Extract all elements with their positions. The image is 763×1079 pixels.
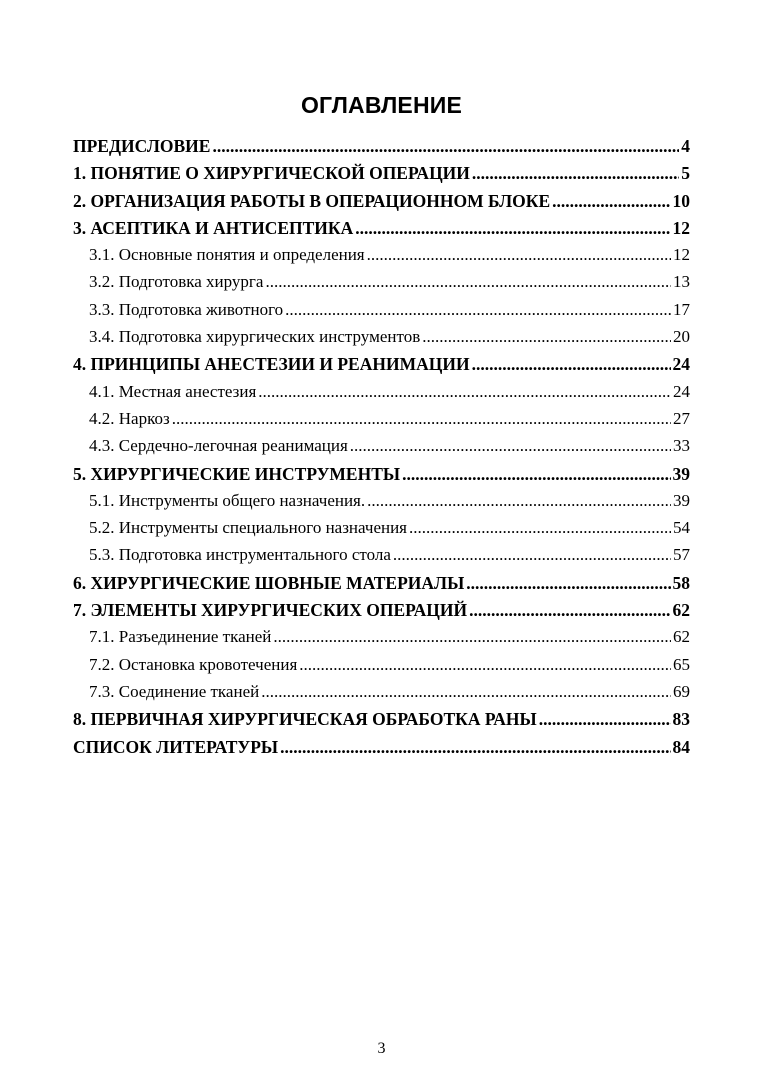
toc-entry-page: 39 (672, 463, 690, 484)
toc-entry-title: 4.3. Сердечно-легочная реанимация (89, 436, 348, 456)
toc-entry[interactable] (73, 245, 690, 272)
toc-entry-title: 5.2. Инструменты специального назначения (89, 518, 408, 538)
toc-entry[interactable] (73, 709, 690, 736)
toc-entry-page: 39 (673, 490, 690, 510)
toc-entry-title: 1. ПОНЯТИЕ О ХИРУРГИЧЕСКОЙ ОПЕРАЦИИ (73, 163, 470, 184)
toc-entry[interactable] (73, 191, 690, 218)
dot-leader (355, 218, 670, 239)
dot-leader (299, 655, 671, 675)
toc-entry-title: 3.2. Подготовка хирурга (89, 272, 264, 292)
dot-leader (265, 272, 671, 292)
toc-entry[interactable] (73, 382, 690, 409)
toc-entry-title: 7.3. Соединение тканей (89, 681, 260, 701)
toc-entry-title: 7. ЭЛЕМЕНТЫ ХИРУРГИЧЕСКИХ ОПЕРАЦИЙ (73, 600, 468, 621)
dot-leader (472, 354, 671, 375)
dot-leader (539, 709, 671, 730)
toc-entry-title: 3. АСЕПТИКА И АНТИСЕПТИКА (73, 217, 354, 238)
toc-entry-title: 7.2. Остановка кровотечения (89, 654, 298, 674)
toc-entry-page: 57 (673, 545, 690, 565)
toc-entry-page: 27 (673, 408, 690, 428)
dot-leader (402, 464, 670, 485)
dot-leader (172, 409, 671, 429)
toc-entry[interactable] (73, 518, 690, 545)
toc-entry-page: 12 (673, 245, 690, 265)
toc-entry-title: 4. ПРИНЦИПЫ АНЕСТЕЗИИ И РЕАНИМАЦИИ (73, 354, 470, 375)
toc-entry-page: 24 (673, 381, 690, 401)
dot-leader (367, 491, 671, 511)
toc-entry-page: 54 (673, 518, 690, 538)
toc-entry-title: 3.3. Подготовка животного (89, 299, 284, 319)
dot-leader (261, 682, 671, 702)
toc-entry[interactable] (73, 627, 690, 654)
dot-leader (409, 518, 671, 538)
toc-entry[interactable] (73, 682, 690, 709)
toc-entry-title: 3.4. Подготовка хирургических инструментов (89, 327, 421, 347)
toc-entry[interactable] (73, 491, 690, 518)
toc-entry-title: 3.1. Основные понятия и определения (89, 245, 365, 265)
toc-entry[interactable] (73, 545, 690, 572)
table-of-contents (73, 136, 690, 764)
toc-entry[interactable] (73, 218, 690, 245)
toc-entry-title: 7.1. Разъединение тканей (89, 627, 272, 647)
toc-entry-page: 12 (672, 217, 690, 238)
dot-leader (212, 136, 679, 157)
toc-entry-page: 33 (673, 436, 690, 456)
toc-entry-page: 62 (673, 627, 690, 647)
page-number: 3 (377, 1040, 386, 1057)
dot-leader (258, 382, 671, 402)
dot-leader (367, 245, 671, 265)
dot-leader (422, 327, 671, 347)
toc-entry-title: 5.1. Инструменты общего назначения. (89, 490, 366, 510)
page-title: ОГЛАВЛЕНИЕ (300, 92, 463, 118)
toc-entry-page: 69 (673, 681, 690, 701)
toc-entry[interactable] (73, 436, 690, 463)
toc-entry-title: 5. ХИРУРГИЧЕСКИЕ ИНСТРУМЕНТЫ (73, 463, 401, 484)
dot-leader (350, 436, 671, 456)
toc-entry[interactable] (73, 272, 690, 299)
toc-entry-page: 24 (672, 354, 690, 375)
dot-leader (273, 627, 671, 647)
dot-leader (393, 545, 671, 565)
toc-entry-page: 13 (673, 272, 690, 292)
toc-entry-page: 84 (672, 736, 690, 757)
dot-leader (552, 191, 670, 212)
toc-entry-page: 10 (672, 190, 690, 211)
dot-leader (472, 163, 679, 184)
toc-entry-title: 5.3. Подготовка инструментального стола (89, 545, 391, 565)
toc-entry-title: 4.2. Наркоз (89, 408, 170, 428)
toc-entry-page: 17 (673, 299, 690, 319)
dot-leader (280, 737, 670, 758)
toc-entry[interactable] (73, 409, 690, 436)
toc-entry[interactable] (73, 655, 690, 682)
toc-entry[interactable] (73, 464, 690, 491)
toc-entry-page: 58 (672, 572, 690, 593)
toc-entry-page: 20 (673, 327, 690, 347)
toc-entry-title: 8. ПЕРВИЧНАЯ ХИРУРГИЧЕСКАЯ ОБРАБОТКА РАНЫ (73, 709, 537, 730)
toc-entry-title: 4.1. Местная анестезия (89, 381, 257, 401)
toc-entry[interactable] (73, 163, 690, 190)
toc-entry[interactable] (73, 300, 690, 327)
toc-entry-title: ПРЕДИСЛОВИЕ (73, 136, 211, 156)
toc-entry[interactable] (73, 573, 690, 600)
toc-entry-title: 6. ХИРУРГИЧЕСКИЕ ШОВНЫЕ МАТЕРИАЛЫ (73, 572, 465, 593)
toc-entry[interactable] (73, 600, 690, 627)
toc-entry[interactable] (73, 737, 690, 764)
dot-leader (466, 573, 670, 594)
toc-entry-page: 65 (673, 654, 690, 674)
toc-entry-title: 2. ОРГАНИЗАЦИЯ РАБОТЫ В ОПЕРАЦИОННОМ БЛОКЕ (73, 190, 551, 211)
toc-entry[interactable] (73, 136, 690, 163)
dot-leader (469, 600, 670, 621)
toc-entry-page: 83 (672, 709, 690, 730)
toc-entry[interactable] (73, 354, 690, 381)
toc-entry-title: СПИСОК ЛИТЕРАТУРЫ (73, 736, 279, 757)
toc-entry-page: 5 (681, 163, 690, 184)
dot-leader (285, 300, 671, 320)
toc-entry-page: 4 (681, 136, 690, 156)
toc-entry-page: 62 (672, 600, 690, 621)
toc-entry[interactable] (73, 327, 690, 354)
